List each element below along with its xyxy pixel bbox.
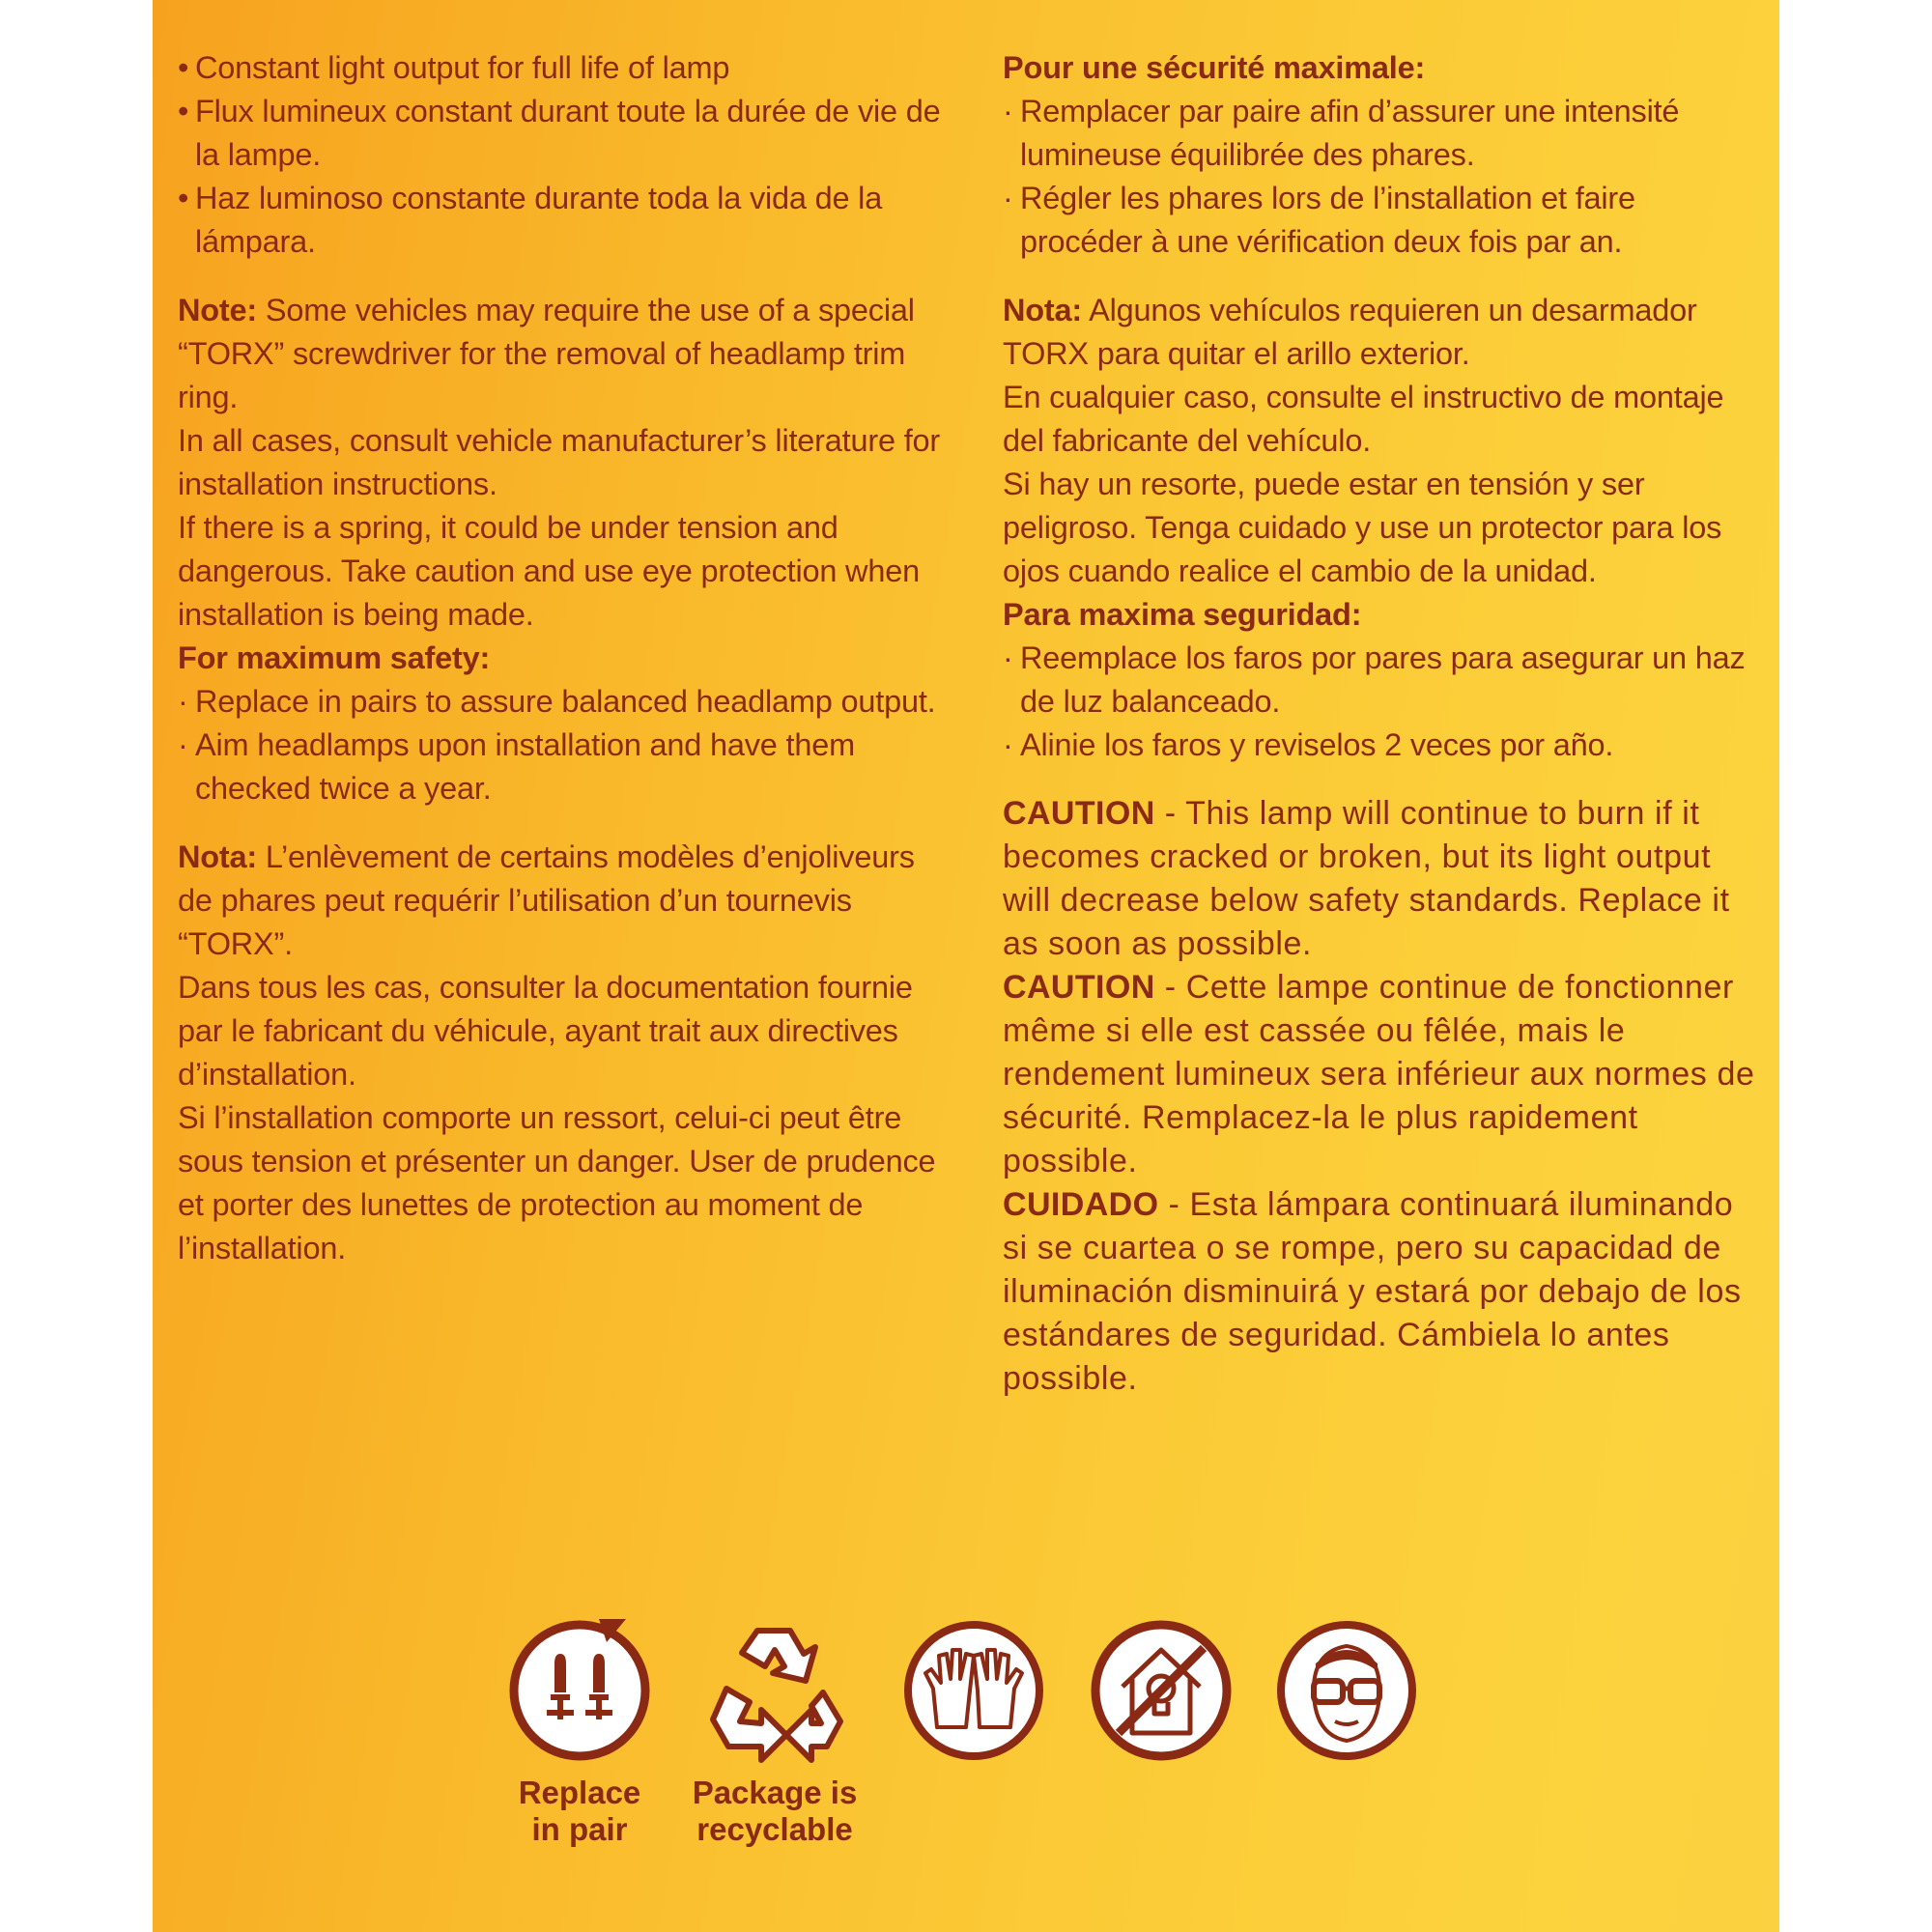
note-es-p2: En cualquier caso, consulte el instructivo de montaje del fabricante del vehículo. bbox=[1003, 380, 1724, 458]
left-column bbox=[178, 46, 951, 1295]
note-en-label: Note: bbox=[178, 293, 258, 327]
bullet-fr: • Flux lumineux constant durant toute la durée de vie de la lampe. bbox=[178, 90, 951, 177]
package-panel bbox=[153, 0, 1779, 1932]
recycle-label bbox=[678, 1775, 871, 1848]
cuidado-es bbox=[1003, 1183, 1766, 1401]
caution-en-label: CAUTION bbox=[1003, 795, 1155, 832]
safety-es-item: · Reemplace los faros por pares para asegurar un haz de luz balanceado. bbox=[1003, 637, 1766, 724]
replace-label-line2: in pair bbox=[531, 1811, 628, 1847]
recycle-label-line2: recyclable bbox=[696, 1811, 853, 1847]
icon-row bbox=[153, 1608, 1779, 1898]
safety-goggles-icon bbox=[1269, 1613, 1424, 1768]
bullet-en: • Constant light output for full life of lamp bbox=[178, 46, 951, 90]
caution-fr-label: CAUTION bbox=[1003, 969, 1155, 1006]
caution-en-text: - This lamp will continue to burn if it becomes cracked or broken, but its light output will decrease below safety standards. Replace it as soon as possible. bbox=[1003, 795, 1730, 962]
note-fr-p2: Dans tous les cas, consulter la documentation fournie par le fabricant du véhicule, ayant trait aux directives d’installation. bbox=[178, 970, 913, 1092]
safety-en-heading: For maximum safety: bbox=[178, 640, 491, 675]
safety-fr bbox=[1003, 46, 1766, 264]
note-en-text: Some vehicles may require the use of a special “TORX” screwdriver for the removal of headlamp trim ring. bbox=[178, 293, 915, 414]
replace-in-pair-icon bbox=[502, 1613, 657, 1768]
safety-en-item: · Aim headlamps upon installation and have them checked twice a year. bbox=[178, 724, 951, 810]
safety-fr-item: · Régler les phares lors de l’installation et faire procéder à une vérification deux fois par an. bbox=[1003, 177, 1766, 264]
replace-label-line1: Replace bbox=[518, 1775, 641, 1810]
replace-in-pair-label bbox=[483, 1775, 676, 1848]
safety-en-item: · Replace in pairs to assure balanced headlamp output. bbox=[178, 680, 951, 724]
safety-fr-heading: Pour une sécurité maximale: bbox=[1003, 50, 1426, 85]
note-fr-label: Nota: bbox=[178, 839, 258, 874]
safety-es-item: · Alinie los faros y reviselos 2 veces por año. bbox=[1003, 724, 1766, 767]
note-es-label: Nota: bbox=[1003, 293, 1083, 327]
bullet-es: • Haz luminoso constante durante toda la vida de la lámpara. bbox=[178, 177, 951, 264]
caution-en bbox=[1003, 792, 1766, 966]
safety-en bbox=[178, 637, 951, 810]
feature-bullets bbox=[178, 46, 951, 264]
note-fr bbox=[178, 836, 951, 1270]
caution-fr bbox=[1003, 966, 1766, 1183]
gloves-icon bbox=[896, 1613, 1051, 1768]
recycle-label-line1: Package is bbox=[692, 1775, 858, 1810]
safety-es bbox=[1003, 593, 1766, 767]
right-column bbox=[1003, 46, 1766, 1401]
note-fr-p3: Si l’installation comporte un ressort, celui-ci peut être sous tension et présenter un danger. User de prudence et porter des lunettes de protection au moment de l’installation. bbox=[178, 1100, 936, 1265]
note-en-p3: If there is a spring, it could be under tension and dangerous. Take caution and use eye protection when installation is being made. bbox=[178, 510, 920, 632]
note-en bbox=[178, 289, 951, 637]
caution-fr-text: - Cette lampe continue de fonctionner même si elle est cassée ou fêlée, mais le rendement lumineux sera inférieur aux normes de sécurité. Remplacez-la le plus rapidement possible. bbox=[1003, 969, 1755, 1179]
safety-fr-item: · Remplacer par paire afin d’assurer une intensité lumineuse équilibrée des phares. bbox=[1003, 90, 1766, 177]
safety-es-heading: Para maxima seguridad: bbox=[1003, 597, 1362, 632]
cuidado-es-label: CUIDADO bbox=[1003, 1186, 1159, 1223]
caution-blocks bbox=[1003, 792, 1766, 1401]
note-en-p2: In all cases, consult vehicle manufacturer’s literature for installation instructions. bbox=[178, 423, 941, 501]
cuidado-es-text: - Esta lámpara continuará iluminando si se cuartea o se rompe, pero su capacidad de iluminación disminuirá y estará por debajo de los estándares de seguridad. Cámbiela lo antes possible. bbox=[1003, 1186, 1742, 1397]
recycle-icon bbox=[697, 1613, 852, 1768]
note-es bbox=[1003, 289, 1766, 593]
no-home-use-icon bbox=[1084, 1613, 1238, 1768]
note-fr-text: L’enlèvement de certains modèles d’enjoliveurs de phares peut requérir l’utilisation d’un tournevis “TORX”. bbox=[178, 839, 915, 961]
note-es-p3: Si hay un resorte, puede estar en tensión y ser peligroso. Tenga cuidado y use un protector para los ojos cuando realice el cambio de la unidad. bbox=[1003, 467, 1722, 588]
note-es-text: Algunos vehículos requieren un desarmador TORX para quitar el arillo exterior. bbox=[1003, 293, 1697, 371]
